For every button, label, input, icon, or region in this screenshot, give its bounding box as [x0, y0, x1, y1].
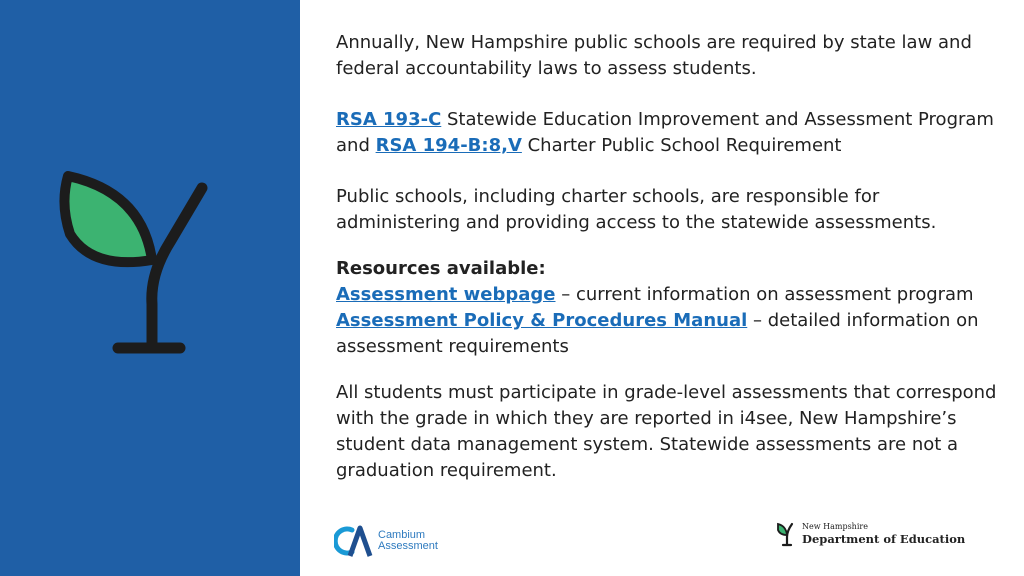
left-blue-panel — [0, 0, 300, 576]
rsa-193c-link[interactable]: RSA 193-C — [336, 109, 442, 130]
law-paragraph — [336, 107, 1006, 159]
cambium-logo — [334, 524, 438, 558]
main-content — [336, 30, 1006, 484]
nh-dept-name: Department of Education — [802, 532, 966, 546]
participation-paragraph: All students must participate in grade-level assessments that correspond with the grade in which they are reported in i4see, New Hampshire’s student data management system. Statewide assessments are not a graduation requirement. — [336, 382, 997, 481]
rsa-194b-link[interactable]: RSA 194-B:8,V — [375, 135, 522, 156]
cambium-name: Cambium — [378, 529, 426, 541]
cambium-ca-icon — [334, 524, 374, 558]
intro-paragraph: Annually, New Hampshire public schools are required by state law and federal accountability laws to assess students. — [336, 32, 972, 79]
nh-sprout-icon — [776, 521, 796, 547]
resource-1-text: – current information on assessment program — [555, 284, 974, 305]
assessment-webpage-link[interactable]: Assessment webpage — [336, 284, 556, 305]
resources-heading: Resources available: — [336, 258, 546, 279]
resources-block — [336, 256, 1006, 360]
cambium-sub: Assessment — [378, 540, 438, 552]
law-text-2: Charter Public School Requirement — [521, 135, 842, 156]
responsibility-paragraph: Public schools, including charter schools, are responsible for administering and providing access to the statewide assessments. — [336, 186, 937, 233]
assessment-manual-link[interactable]: Assessment Policy & Procedures Manual — [336, 310, 748, 331]
sprout-icon — [52, 164, 222, 364]
nh-doe-logo — [776, 521, 965, 547]
nh-state-name: New Hampshire — [802, 522, 868, 531]
law-text-1: Statewide Education Improvement and Assessment Program and — [336, 109, 994, 156]
resource-2-text: – detailed information on assessment requirements — [336, 310, 979, 357]
